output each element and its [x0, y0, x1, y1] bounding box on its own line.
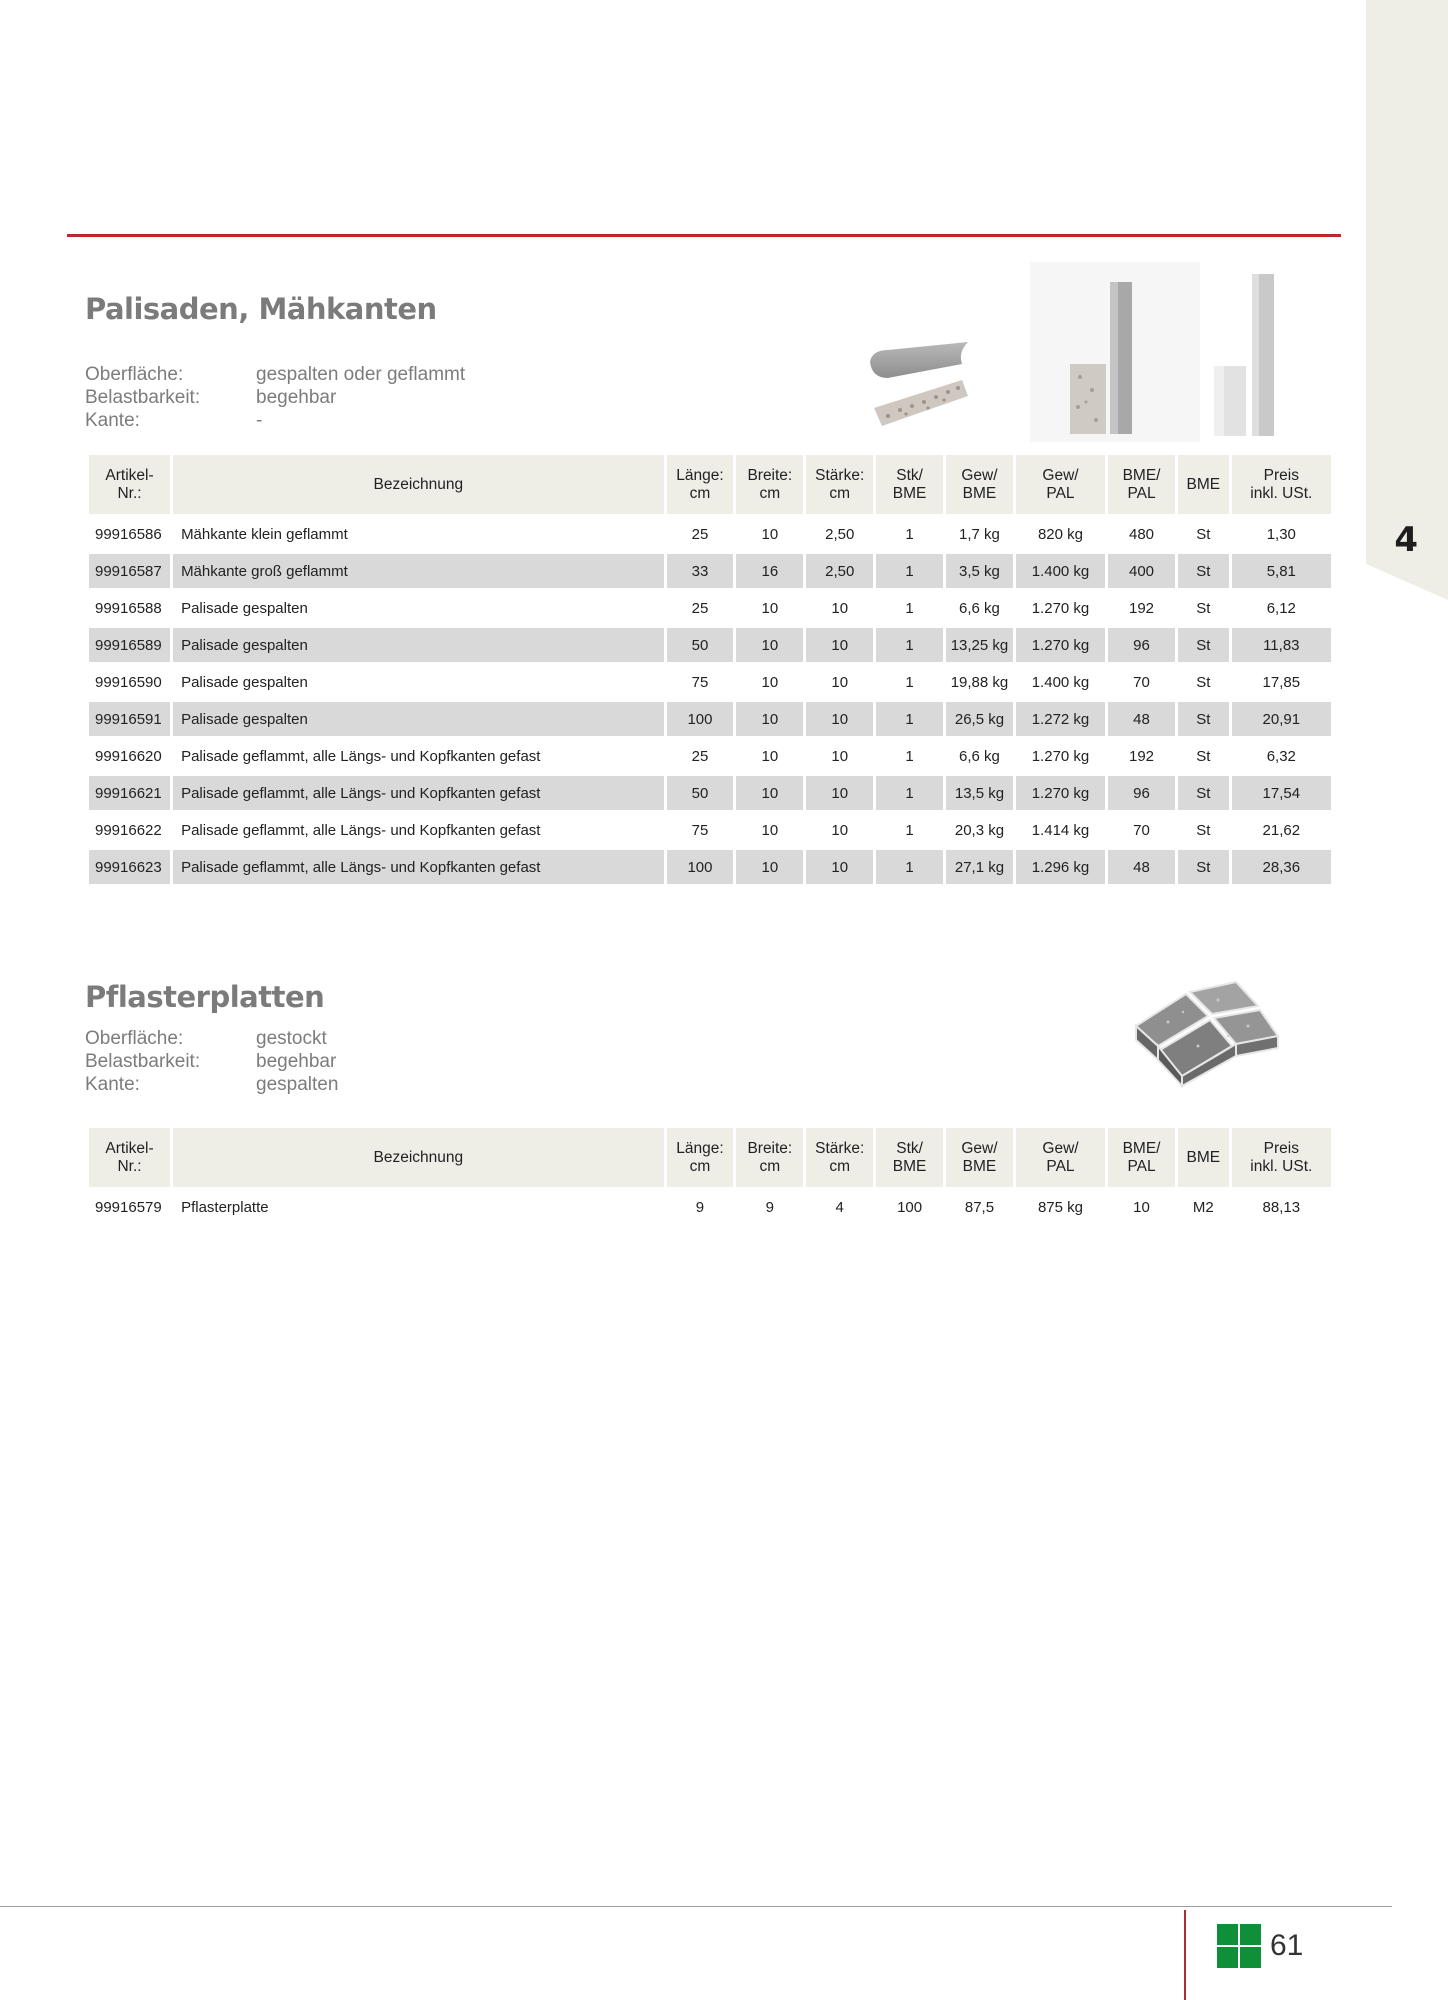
cell-breite: 10 [736, 699, 803, 736]
table-row [89, 773, 1331, 810]
table-row [89, 847, 1331, 884]
cell-laenge: 75 [667, 810, 734, 847]
logo-square [1217, 1947, 1238, 1968]
table-row [89, 588, 1331, 625]
cell-bezeichnung: Mähkante groß geflammt [173, 551, 663, 588]
cell-artikel: 99916589 [89, 625, 170, 662]
table-row [89, 625, 1331, 662]
table-row [89, 662, 1331, 699]
cell-breite: 10 [736, 588, 803, 625]
cell-gew-pal: 1.270 kg [1016, 625, 1105, 662]
cell-artikel: 99916587 [89, 551, 170, 588]
cell-laenge: 25 [667, 588, 734, 625]
cell-stk-bme: 1 [876, 551, 943, 588]
cell-bme: St [1178, 773, 1229, 810]
cell-gew-pal: 1.270 kg [1016, 736, 1105, 773]
cell-preis: 17,85 [1232, 662, 1331, 699]
price-table-pflasterplatten [86, 1128, 1334, 1224]
cell-bezeichnung: Pflasterplatte [173, 1187, 663, 1224]
cell-gew-bme: 26,5 kg [946, 699, 1013, 736]
properties-pflasterplatten [85, 1027, 338, 1096]
cell-bezeichnung: Palisade geflammt, alle Längs- und Kopfkanten gefast [173, 847, 663, 884]
property-label: Belastbarkeit: [85, 387, 201, 408]
cell-gew-bme: 87,5 [946, 1187, 1013, 1224]
logo-square [1240, 1947, 1261, 1968]
cell-staerke: 4 [806, 1187, 873, 1224]
cell-gew-pal: 1.296 kg [1016, 847, 1105, 884]
col-bezeichnung: Bezeichnung [173, 1128, 663, 1187]
cell-breite: 10 [736, 625, 803, 662]
chapter-number: 4 [1394, 520, 1418, 560]
cell-bme-pal: 400 [1108, 551, 1175, 588]
table-row [89, 514, 1331, 551]
cell-bme: St [1178, 662, 1229, 699]
cell-bme-pal: 48 [1108, 847, 1175, 884]
cell-staerke: 2,50 [806, 514, 873, 551]
cell-bme-pal: 480 [1108, 514, 1175, 551]
cell-bme-pal: 70 [1108, 662, 1175, 699]
cell-bme: St [1178, 551, 1229, 588]
col-breite: Breite: cm [736, 1128, 803, 1187]
cell-bme: St [1178, 588, 1229, 625]
cell-staerke: 10 [806, 810, 873, 847]
cell-stk-bme: 1 [876, 736, 943, 773]
cell-gew-bme: 13,5 kg [946, 773, 1013, 810]
cell-gew-pal: 875 kg [1016, 1187, 1105, 1224]
property-row [85, 409, 465, 432]
properties-palisaden [85, 363, 465, 432]
col-staerke: Stärke: cm [806, 1128, 873, 1187]
cell-preis: 88,13 [1232, 1187, 1331, 1224]
property-value: gestockt [256, 1028, 327, 1049]
footer-rule [0, 1906, 1392, 1907]
cell-bezeichnung: Palisade gespalten [173, 662, 663, 699]
property-label: Kante: [85, 410, 140, 431]
cell-bezeichnung: Palisade geflammt, alle Längs- und Kopfkanten gefast [173, 773, 663, 810]
cell-preis: 11,83 [1232, 625, 1331, 662]
cell-bme-pal: 10 [1108, 1187, 1175, 1224]
cell-laenge: 100 [667, 699, 734, 736]
table-body-palisaden [89, 514, 1331, 884]
cell-laenge: 25 [667, 736, 734, 773]
cell-staerke: 10 [806, 625, 873, 662]
property-value: gespalten oder geflammt [256, 364, 466, 385]
cell-bme-pal: 48 [1108, 699, 1175, 736]
property-value: gespalten [256, 1074, 339, 1095]
cell-gew-pal: 820 kg [1016, 514, 1105, 551]
cell-artikel: 99916621 [89, 773, 170, 810]
cell-breite: 10 [736, 810, 803, 847]
cell-gew-pal: 1.272 kg [1016, 699, 1105, 736]
col-bme: BME [1178, 1128, 1229, 1187]
col-preis: Preis inkl. USt. [1232, 455, 1331, 514]
cell-bme: St [1178, 847, 1229, 884]
cell-artikel: 99916579 [89, 1187, 170, 1224]
cell-artikel: 99916590 [89, 662, 170, 699]
cell-staerke: 2,50 [806, 551, 873, 588]
table-body-pflasterplatten [89, 1187, 1331, 1224]
col-breite: Breite: cm [736, 455, 803, 514]
cell-bme-pal: 96 [1108, 625, 1175, 662]
cell-stk-bme: 1 [876, 699, 943, 736]
chapter-tab [1366, 0, 1448, 600]
property-value: begehbar [256, 387, 337, 408]
cell-artikel: 99916620 [89, 736, 170, 773]
cell-artikel: 99916622 [89, 810, 170, 847]
col-gew-pal: Gew/ PAL [1016, 455, 1105, 514]
property-row [85, 1027, 338, 1050]
cell-bme: St [1178, 514, 1229, 551]
property-value: - [256, 410, 263, 431]
cell-staerke: 10 [806, 773, 873, 810]
cell-bezeichnung: Palisade gespalten [173, 588, 663, 625]
col-laenge: Länge: cm [667, 455, 734, 514]
cell-gew-bme: 3,5 kg [946, 551, 1013, 588]
logo-square [1217, 1924, 1238, 1945]
property-label: Oberfläche: [85, 364, 184, 385]
property-label: Oberfläche: [85, 1028, 184, 1049]
table-row [89, 551, 1331, 588]
property-row [85, 363, 465, 386]
cell-staerke: 10 [806, 736, 873, 773]
cell-stk-bme: 1 [876, 773, 943, 810]
cell-bme-pal: 192 [1108, 736, 1175, 773]
cell-laenge: 33 [667, 551, 734, 588]
col-bme: BME [1178, 455, 1229, 514]
cell-staerke: 10 [806, 699, 873, 736]
cell-gew-pal: 1.270 kg [1016, 773, 1105, 810]
property-row [85, 1073, 338, 1096]
palisade-gespalten-image [1030, 262, 1200, 442]
cell-preis: 5,81 [1232, 551, 1331, 588]
cell-laenge: 25 [667, 514, 734, 551]
col-staerke: Stärke: cm [806, 455, 873, 514]
cell-stk-bme: 1 [876, 588, 943, 625]
cell-bme: St [1178, 625, 1229, 662]
cell-preis: 6,12 [1232, 588, 1331, 625]
table-row [89, 810, 1331, 847]
col-laenge: Länge: cm [667, 1128, 734, 1187]
cell-preis: 17,54 [1232, 773, 1331, 810]
cell-breite: 10 [736, 736, 803, 773]
table-row [89, 736, 1331, 773]
cell-bme-pal: 192 [1108, 588, 1175, 625]
table-row [89, 1187, 1331, 1224]
cell-bme: M2 [1178, 1187, 1229, 1224]
col-stk-bme: Stk/ BME [876, 455, 943, 514]
cell-stk-bme: 1 [876, 662, 943, 699]
property-label: Kante: [85, 1074, 140, 1095]
cell-artikel: 99916588 [89, 588, 170, 625]
property-row [85, 1050, 338, 1073]
col-artikel: Artikel- Nr.: [89, 1128, 170, 1187]
cell-gew-pal: 1.270 kg [1016, 588, 1105, 625]
property-value: begehbar [256, 1051, 337, 1072]
cell-preis: 21,62 [1232, 810, 1331, 847]
cell-laenge: 100 [667, 847, 734, 884]
brand-logo-icon [1217, 1924, 1261, 1968]
cell-gew-pal: 1.414 kg [1016, 810, 1105, 847]
col-gew-pal: Gew/ PAL [1016, 1128, 1105, 1187]
cell-gew-bme: 6,6 kg [946, 736, 1013, 773]
price-table-palisaden [86, 455, 1334, 884]
cell-stk-bme: 1 [876, 514, 943, 551]
logo-square [1240, 1924, 1261, 1945]
col-bezeichnung: Bezeichnung [173, 455, 663, 514]
cell-bme-pal: 70 [1108, 810, 1175, 847]
cell-bme: St [1178, 810, 1229, 847]
cell-artikel: 99916591 [89, 699, 170, 736]
cell-breite: 10 [736, 773, 803, 810]
col-gew-bme: Gew/ BME [946, 455, 1013, 514]
cell-artikel: 99916623 [89, 847, 170, 884]
cell-bezeichnung: Palisade gespalten [173, 625, 663, 662]
cell-breite: 9 [736, 1187, 803, 1224]
maehkante-product-image [858, 330, 978, 440]
col-bme-pal: BME/ PAL [1108, 455, 1175, 514]
cell-preis: 20,91 [1232, 699, 1331, 736]
cell-breite: 10 [736, 514, 803, 551]
table-header-row [89, 1128, 1331, 1187]
cell-laenge: 50 [667, 625, 734, 662]
cell-bezeichnung: Palisade geflammt, alle Längs- und Kopfkanten gefast [173, 810, 663, 847]
property-label: Belastbarkeit: [85, 1051, 201, 1072]
cell-bezeichnung: Palisade geflammt, alle Längs- und Kopfkanten gefast [173, 736, 663, 773]
cell-laenge: 75 [667, 662, 734, 699]
property-row [85, 386, 465, 409]
pflasterplatte-product-image [1128, 980, 1284, 1092]
cell-laenge: 50 [667, 773, 734, 810]
cell-gew-bme: 13,25 kg [946, 625, 1013, 662]
table-header-row [89, 455, 1331, 514]
cell-gew-bme: 19,88 kg [946, 662, 1013, 699]
cell-gew-bme: 1,7 kg [946, 514, 1013, 551]
page-number: 61 [1270, 1929, 1304, 1962]
cell-breite: 10 [736, 847, 803, 884]
cell-bezeichnung: Mähkante klein geflammt [173, 514, 663, 551]
cell-staerke: 10 [806, 588, 873, 625]
cell-bme: St [1178, 736, 1229, 773]
cell-stk-bme: 1 [876, 810, 943, 847]
cell-bme-pal: 96 [1108, 773, 1175, 810]
col-gew-bme: Gew/ BME [946, 1128, 1013, 1187]
cell-gew-bme: 6,6 kg [946, 588, 1013, 625]
col-artikel: Artikel- Nr.: [89, 455, 170, 514]
footer-divider [1184, 1910, 1186, 2000]
cell-artikel: 99916586 [89, 514, 170, 551]
cell-preis: 1,30 [1232, 514, 1331, 551]
table-row [89, 699, 1331, 736]
palisade-geflammt-image [1204, 262, 1334, 442]
cell-preis: 28,36 [1232, 847, 1331, 884]
col-bme-pal: BME/ PAL [1108, 1128, 1175, 1187]
cell-laenge: 9 [667, 1187, 734, 1224]
cell-gew-pal: 1.400 kg [1016, 662, 1105, 699]
cell-stk-bme: 100 [876, 1187, 943, 1224]
col-preis: Preis inkl. USt. [1232, 1128, 1331, 1187]
cell-bezeichnung: Palisade gespalten [173, 699, 663, 736]
cell-breite: 16 [736, 551, 803, 588]
cell-gew-pal: 1.400 kg [1016, 551, 1105, 588]
cell-stk-bme: 1 [876, 625, 943, 662]
section-title-pflasterplatten: Pflasterplatten [85, 980, 325, 1014]
top-divider [67, 234, 1341, 237]
cell-staerke: 10 [806, 847, 873, 884]
cell-stk-bme: 1 [876, 847, 943, 884]
cell-preis: 6,32 [1232, 736, 1331, 773]
cell-gew-bme: 27,1 kg [946, 847, 1013, 884]
cell-breite: 10 [736, 662, 803, 699]
col-stk-bme: Stk/ BME [876, 1128, 943, 1187]
cell-gew-bme: 20,3 kg [946, 810, 1013, 847]
cell-staerke: 10 [806, 662, 873, 699]
cell-bme: St [1178, 699, 1229, 736]
section-title-palisaden: Palisaden, Mähkanten [85, 292, 437, 326]
